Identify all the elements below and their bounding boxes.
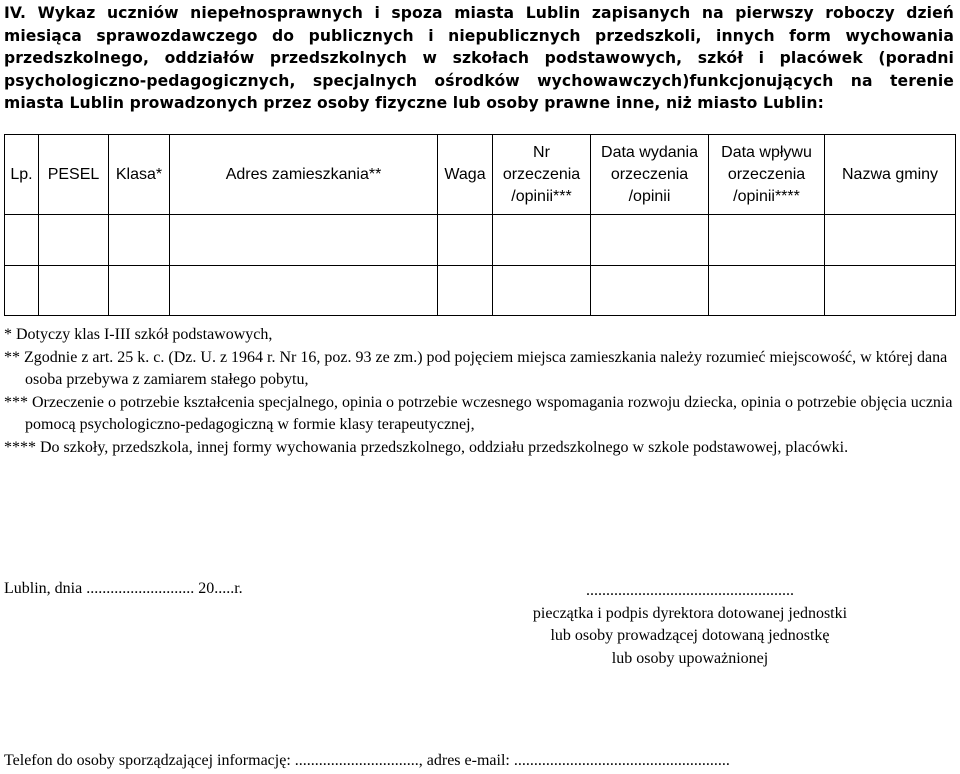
column-header-data-wydania: Data wydania orzeczenia /opinii — [591, 135, 709, 215]
column-header-lp: Lp. — [5, 135, 39, 215]
signature-caption-2: lub osoby prowadzącej dotowaną jednostkę — [550, 627, 830, 644]
table-cell[interactable] — [5, 215, 39, 265]
table-cell[interactable] — [825, 215, 956, 265]
place-date-line: Lublin, dnia ........................... 20.....r. — [4, 580, 243, 597]
table-cell[interactable] — [438, 265, 493, 315]
table-cell[interactable] — [709, 215, 825, 265]
table-header-row — [5, 135, 956, 215]
signature-block — [470, 580, 910, 670]
table-cell[interactable] — [5, 265, 39, 315]
table-cell[interactable] — [438, 215, 493, 265]
table-cell[interactable] — [825, 265, 956, 315]
column-header-adres: Adres zamieszkania** — [170, 135, 438, 215]
table-cell[interactable] — [493, 265, 591, 315]
contact-line: Telefon do osoby sporządzającej informację: ..............................., adres e-mail: ...................................................... — [4, 752, 730, 769]
column-header-data-wplywu: Data wpływu orzeczenia /opinii**** — [709, 135, 825, 215]
table-row — [5, 215, 956, 265]
column-header-pesel: PESEL — [39, 135, 109, 215]
footnote-3: *** Orzeczenie o potrzebie kształcenia specjalnego, opinia o potrzebie wczesnego wspomagania rozwoju dziecka, opinia o potrzebie objęcia ucznia pomocą psychologiczno-pedagogiczną w formie klasy terapeutycznej, — [4, 393, 953, 433]
table-cell[interactable] — [39, 215, 109, 265]
table-cell[interactable] — [591, 215, 709, 265]
table-cell[interactable] — [170, 265, 438, 315]
table-cell[interactable] — [170, 215, 438, 265]
column-header-waga: Waga — [438, 135, 493, 215]
footnote-1: * Dotyczy klas I-III szkół podstawowych, — [4, 326, 273, 343]
students-table — [4, 134, 956, 316]
signature-caption-1: pieczątka i podpis dyrektora dotowanej jednostki — [532, 604, 848, 622]
column-header-klasa: Klasa* — [109, 135, 170, 215]
table-cell[interactable] — [709, 265, 825, 315]
column-header-nr-orzeczenia: Nr orzeczenia /opinii*** — [493, 135, 591, 215]
footnotes — [4, 324, 956, 459]
table-cell[interactable] — [39, 265, 109, 315]
form-heading: IV. Wykaz uczniów niepełnosprawnych i spoza miasta Lublin zapisanych na pierwszy roboczy dzień miesiąca sprawozdawczego do publicznych i niepublicznych przedszkoli, innych form wychowania przedszkolnego, oddziałów przedszkolnych w szkołach podstawowych, szkół i placówek (poradni psychologiczno-pedagogicznych, specjalnych ośrodków wychowawczych)funkcjonujących na terenie miasta Lublin prowadzonych przez osoby fizyczne lub osoby prawne inne, niż miasto Lublin: — [4, 4, 954, 113]
column-header-nazwa-gminy: Nazwa gminy — [825, 135, 956, 215]
footnote-2: ** Zgodnie z art. 25 k. c. (Dz. U. z 1964 r. Nr 16, poz. 93 ze zm.) pod pojęciem miejsca zamieszkania należy rozumieć miejscowość, w której dana osoba przebywa z zamiarem stałego pobytu, — [4, 348, 948, 388]
table-cell[interactable] — [109, 215, 170, 265]
footnote-4: **** Do szkoły, przedszkola, innej formy wychowania przedszkolnego, oddziału przedszkolnego w szkole podstawowej, placówki. — [4, 438, 849, 456]
table-cell[interactable] — [493, 215, 591, 265]
signature-caption-3: lub osoby upoważnionej — [611, 649, 769, 667]
table-row — [5, 265, 956, 315]
signature-dots: .................................................... — [586, 582, 794, 599]
table-cell[interactable] — [591, 265, 709, 315]
table-cell[interactable] — [109, 265, 170, 315]
